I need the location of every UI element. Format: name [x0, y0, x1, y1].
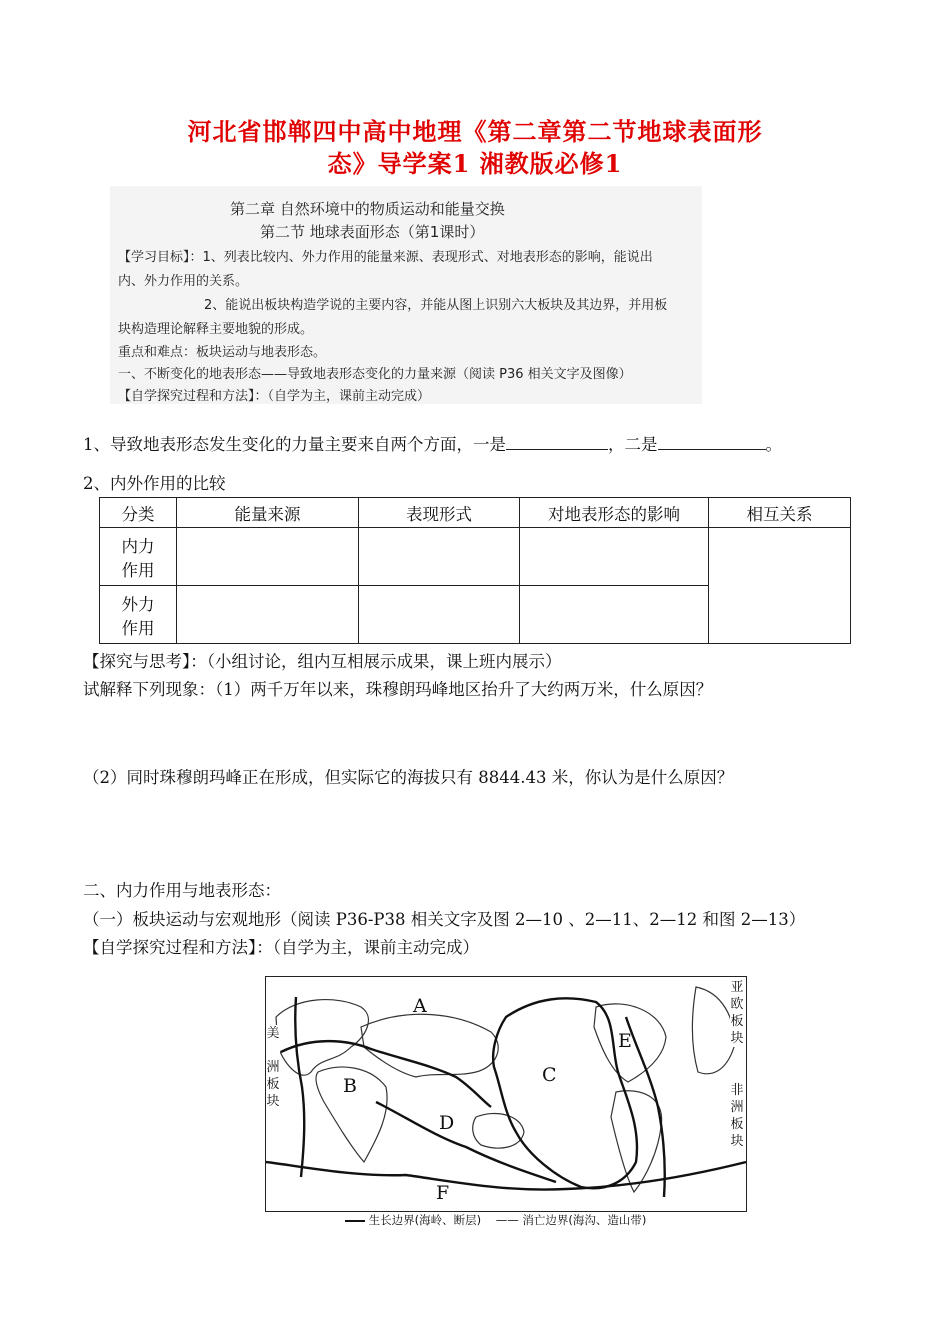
part-one-heading: 一、不断变化的地表形态——导致地表形态变化的力量来源（阅读 P36 相关文字及图像）: [118, 367, 632, 382]
map-label-b: B: [343, 1075, 357, 1097]
force-comparison-table: [99, 497, 851, 644]
chapter-heading: 第二章 自然环境中的物质运动和能量交换: [230, 200, 505, 218]
explore-heading: 【探究与思考】：（小组讨论，组内互相展示成果，课上班内展示）: [83, 652, 562, 671]
world-map-drawing: [266, 977, 746, 1211]
learning-goal-1-cont: 内、外力作用的关系。: [118, 274, 249, 289]
header-energy-source: 能量来源: [177, 498, 359, 528]
african-plate-label: 非 洲 板 块: [730, 1083, 744, 1149]
map-legend: [345, 1212, 646, 1228]
document-title-line2: 态》导学案1 湘教版必修1: [327, 149, 623, 178]
legend-spreading-label: 生长边界(海岭、断层): [368, 1213, 482, 1227]
spreading-boundary-symbol: [345, 1220, 365, 1222]
table-row: [100, 528, 851, 586]
cell-blank[interactable]: [359, 528, 520, 586]
question-1-text: 1、导致地表形态发生变化的力量主要来自两个方面，一是: [83, 435, 506, 454]
question-2-title: 2、内外作用的比较: [83, 474, 226, 493]
cell-relationship-blank[interactable]: [709, 528, 851, 644]
legend-dash-symbol: ——: [495, 1213, 519, 1227]
map-label-a: A: [413, 995, 427, 1017]
legend-subduction-label: 消亡边界(海沟、造山带): [522, 1213, 647, 1227]
answer-blank-2[interactable]: [658, 433, 766, 450]
eurasian-plate-label: 亚 欧 板 块: [730, 980, 744, 1046]
key-points: 重点和难点：板块运动与地表形态。: [118, 345, 327, 360]
north-america-outline: [276, 1000, 368, 1076]
cell-blank[interactable]: [520, 586, 709, 644]
explore-question-1: 试解释下列现象：（1）两千万年以来，珠穆朗玛峰地区抬升了大约两万米，什么原因？: [83, 680, 713, 699]
answer-blank-1[interactable]: [506, 433, 608, 450]
header-influence: 对地表形态的影响: [520, 498, 709, 528]
header-category: 分类: [100, 498, 177, 528]
question-1: [83, 431, 782, 455]
explore-question-2: （2）同时珠穆朗玛峰正在形成，但实际它的海拔只有 8844.43 米，你认为是什么原因？: [83, 768, 734, 787]
asia-east-outline: [692, 987, 734, 1074]
americas-plate-label: 美 洲 板 块: [266, 1026, 280, 1109]
learning-goal-2: 2、能说出板块构造学说的主要内容，并能从图上识别六大板块及其边界，并用板: [204, 298, 668, 313]
part-two-method: 【自学探究过程和方法】：（自学为主，课前主动完成）: [83, 938, 479, 957]
atlantic-ridge: [295, 997, 304, 1177]
part-two-subheading: （一）板块运动与宏观地形（阅读 P36-P38 相关文字及图 2—10 、2—11、2—12 和图 2—13）: [83, 910, 806, 929]
document-title-line1: 河北省邯郸四中高中地理《第二章第二节地球表面形: [187, 117, 763, 146]
learning-goal-1: 【学习目标】：1、列表比较内、外力作用的能量来源、表现形式、对地表形态的影响，能说出: [118, 250, 653, 265]
map-label-f: F: [436, 1182, 450, 1204]
scanned-intro-block: [110, 186, 702, 404]
self-study-method: 【自学探究过程和方法】：（自学为主，课前主动完成）: [118, 389, 431, 404]
cell-blank[interactable]: [359, 586, 520, 644]
plate-tectonics-map: [265, 976, 747, 1212]
map-label-c: C: [542, 1064, 557, 1086]
question-1-end: 。: [765, 435, 782, 454]
header-manifestation: 表现形式: [359, 498, 520, 528]
cell-blank[interactable]: [177, 528, 359, 586]
header-relationship: 相互关系: [709, 498, 851, 528]
row-label-internal: 内力 作用: [100, 528, 177, 586]
part-two-heading: 二、内力作用与地表形态：: [83, 881, 281, 900]
indian-ocean-ridge: [376, 1102, 556, 1182]
cell-blank[interactable]: [520, 528, 709, 586]
map-label-e: E: [618, 1030, 632, 1052]
learning-goal-2-cont: 块构造理论解释主要地貌的形成。: [118, 322, 314, 337]
map-label-d: D: [439, 1112, 455, 1134]
question-1-text-b: ，二是: [608, 435, 658, 454]
cell-blank[interactable]: [177, 586, 359, 644]
section-heading: 第二节 地球表面形态（第1课时）: [260, 223, 485, 241]
antarctic-plate-boundary: [266, 1162, 746, 1190]
row-label-external: 外力 作用: [100, 586, 177, 644]
